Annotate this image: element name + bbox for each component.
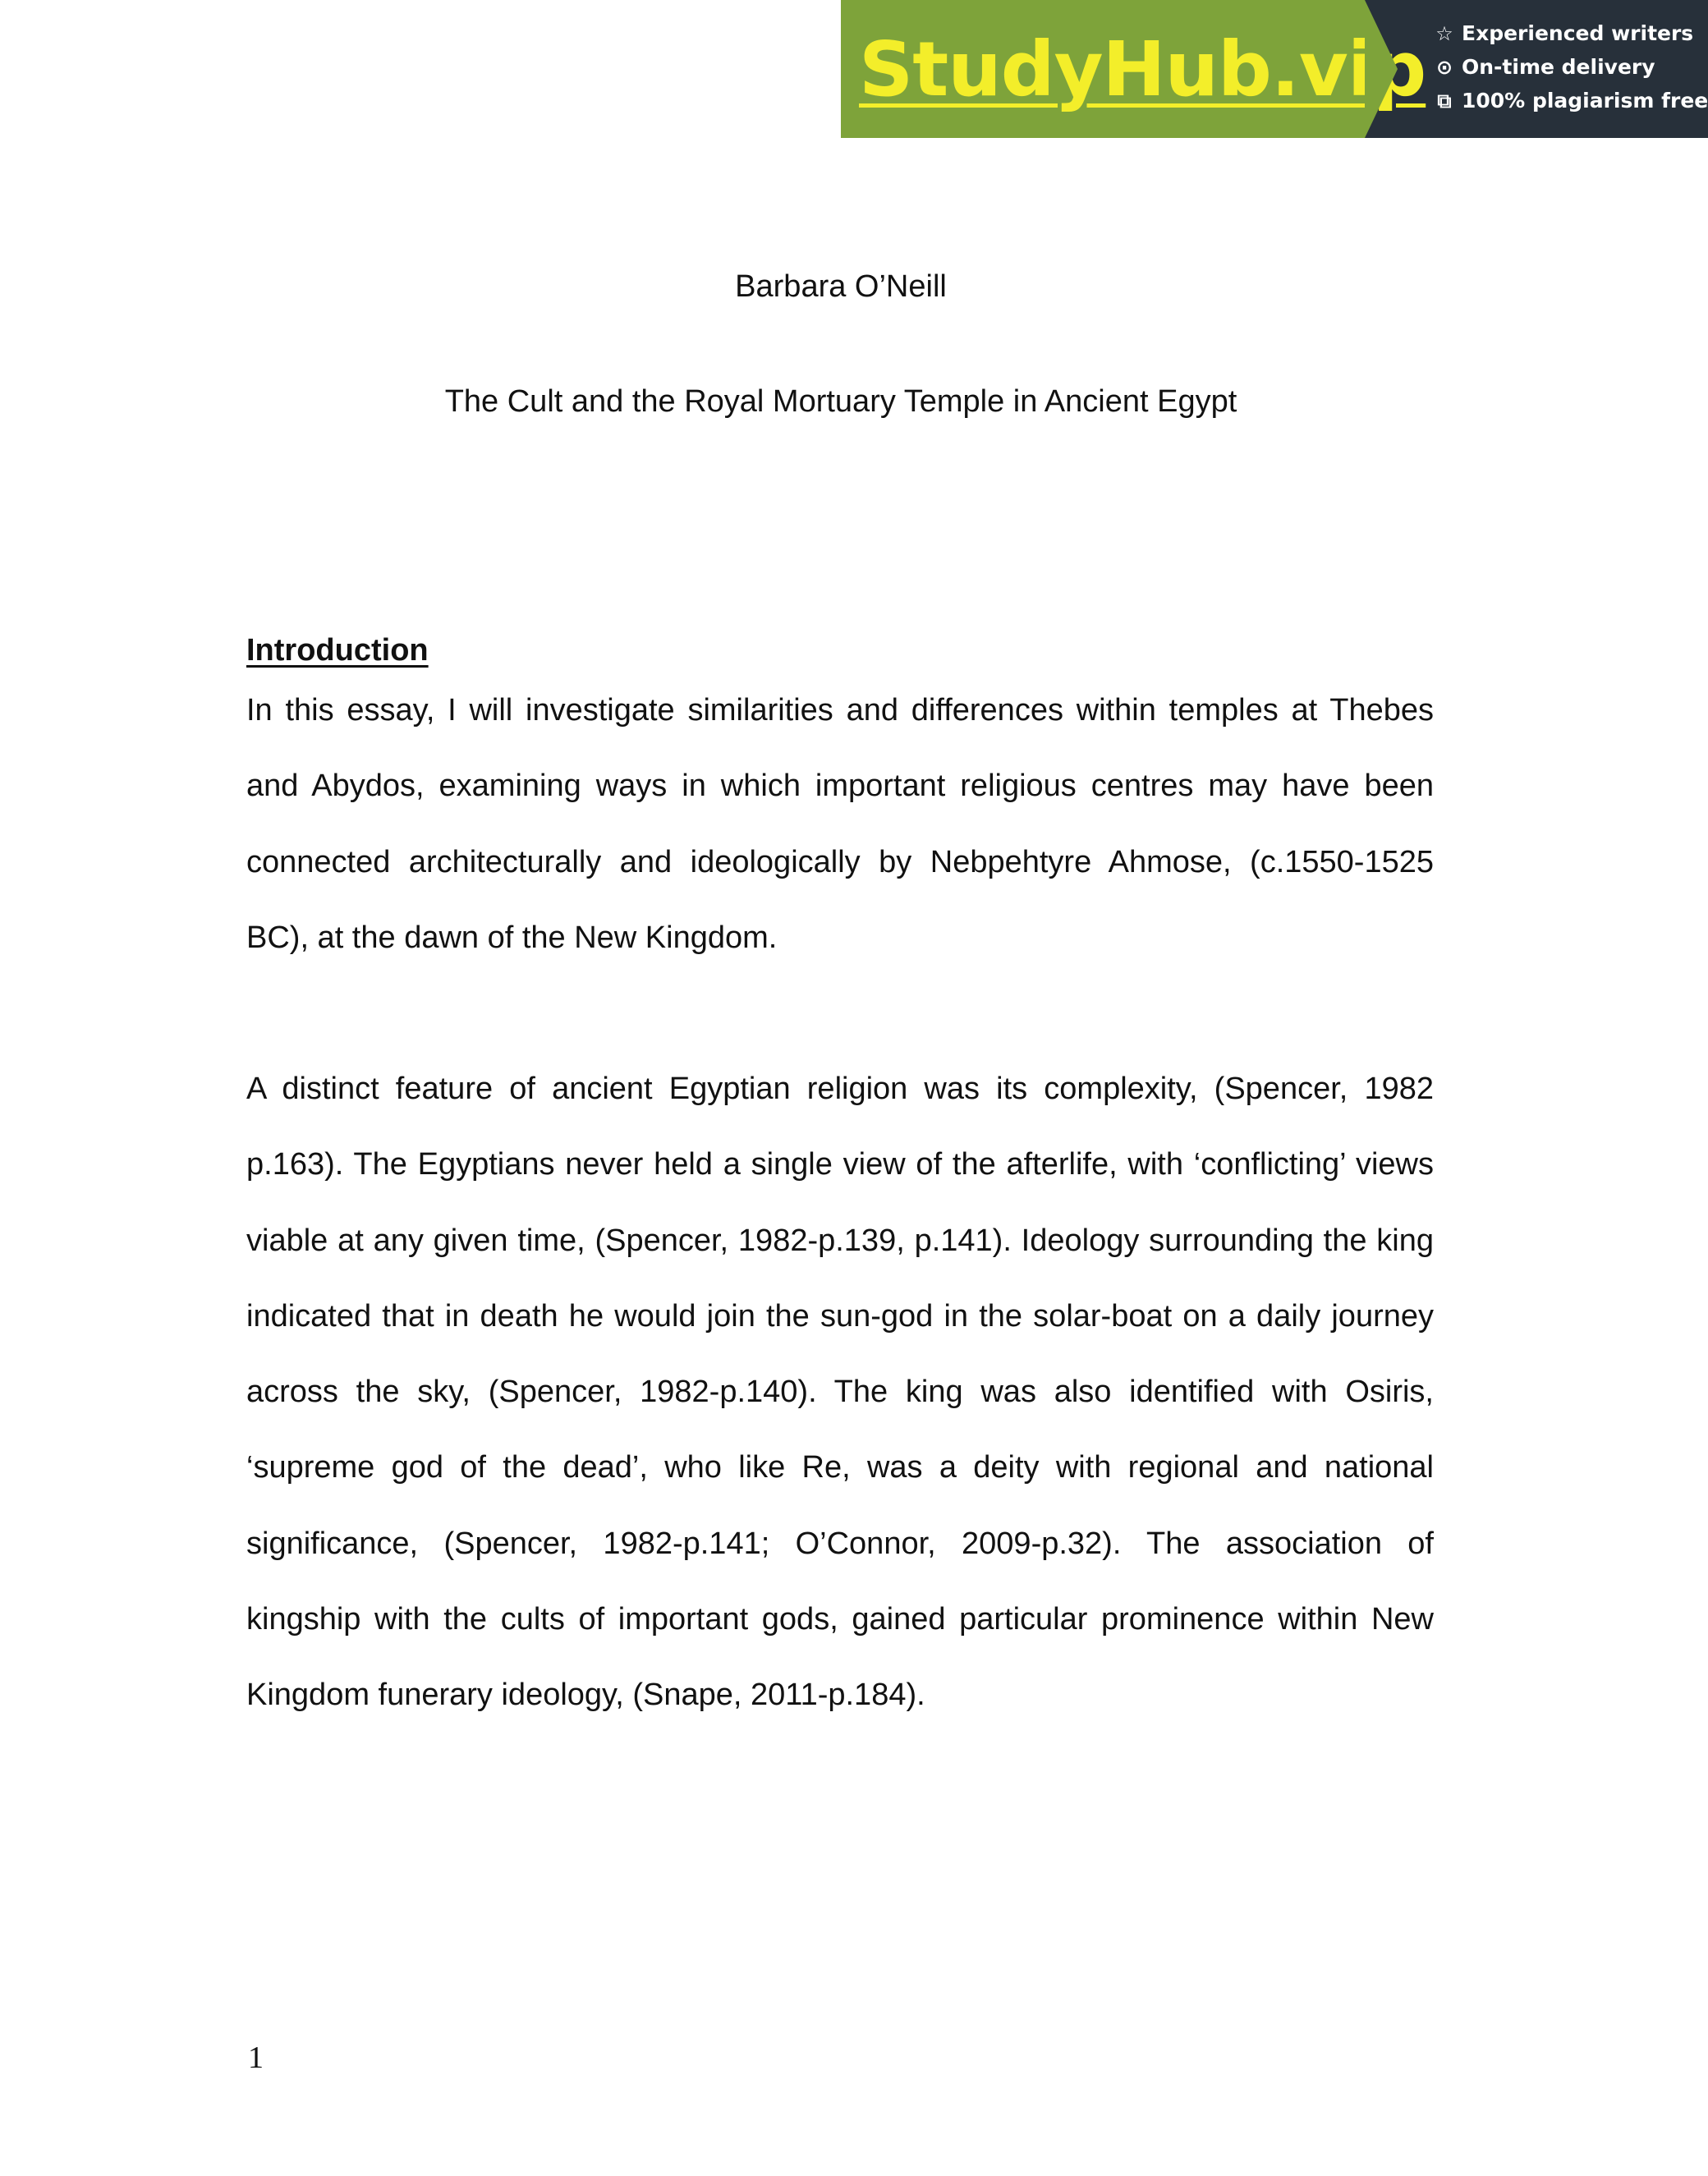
paragraph-text: In this essay, I will investigate similarities and differences within temples at Thebes and Abydos, examining ways in which important religious centres may have been connected architecturally and ideologically by Nebpehtyre Ahmose, (c.1550-1525 BC), at the dawn of the New Kingdom. <box>246 693 1434 955</box>
page-number: 1 <box>248 2041 264 2075</box>
copy-icon: ⧉ <box>1437 89 1452 112</box>
document-author: Barbara O’Neill <box>735 269 947 304</box>
paragraph-text: A distinct feature of ancient Egyptian religion was its complexity, (Spencer, 1982 p.163). The Egyptians never held a single view of the afterlife, with ‘conflicting’ views viable at any given time, (Spencer, 1982-p.139, p.141). Ideology surrounding the king indicated that in death he would join the sun-god in the solar-boat on a daily journey across the sky, (Spencer, 1982-p.140). The king was also identified with Osiris, ‘supreme god of the dead’, who like Re, was a deity with regional and national significance, (Spencer, 1982-p.141; O’Connor, 2009-p.32). The association of kingship with the cults of important gods, gained particular prominence within New Kingdom funerary ideology, (Snape, 2011-p.184). <box>246 1072 1434 1713</box>
feature-label: Experienced writers <box>1462 21 1694 45</box>
clock-icon: ⊙ <box>1435 55 1453 79</box>
paragraph-2 <box>246 1051 1434 1733</box>
feature-plagiarism-free <box>1434 89 1708 112</box>
feature-on-time-delivery <box>1434 55 1708 79</box>
feature-label: 100% plagiarism free <box>1462 89 1708 112</box>
section-heading: Introduction <box>246 633 429 668</box>
document-title: The Cult and the Royal Mortuary Temple in Ancient Egypt <box>444 384 1237 419</box>
logo-text: StudyHub.vip <box>859 25 1426 113</box>
feature-experienced-writers <box>1434 21 1708 45</box>
studyhub-banner[interactable] <box>841 0 1708 138</box>
star-icon: ☆ <box>1435 21 1453 45</box>
studyhub-logo[interactable] <box>841 0 1426 138</box>
paragraph-1 <box>246 673 1434 976</box>
feature-label: On-time delivery <box>1462 55 1655 79</box>
